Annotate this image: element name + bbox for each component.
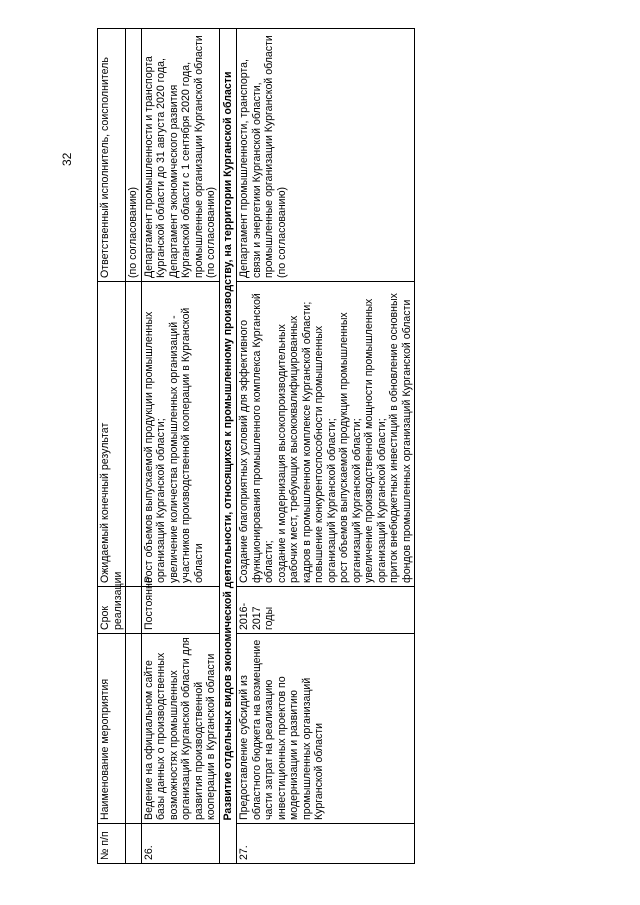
row27-period: 2016-2017 годы [237,587,415,634]
header-period: Срок реализации [98,587,126,634]
rotated-page-content [97,29,413,864]
row26-period: Постоянно [141,587,219,634]
header-executor: Ответственный исполнитель, соисполнитель [98,29,126,282]
header-result: Ожидаемый конечный результат [98,282,126,587]
row27-result [237,282,415,587]
row27-name: Предоставление субсидий из областного бюджета на возмещение части затрат на реализацию инвестиционных проектов по модернизации и развитию промышленных организаций Курганской области [237,634,415,824]
row26-executor-line: Департамент экономического развития Курганской области с 1 сентября 2020 года, [167,61,192,278]
row27-result-line: Создание благоприятных условий для эффективного функционирования промышленного комплекса Курганской области; [238,293,275,583]
row26-result-line: увеличение количества промышленных организаций - участников производственной кооперации в Курганской области [167,307,205,583]
table-row-27 [237,29,415,864]
row27-executor [237,29,415,282]
continuation-text: (по согласованию) [126,29,142,282]
measures-table [97,28,415,864]
row26-num: 26. [141,824,219,864]
row26-result-line: Рост объемов выпускаемой продукции промышленных организаций Курганской области; [142,311,167,583]
row27-executor-line: Департамент промышленности, транспорта, связи и энергетики Курганской области, [238,59,263,278]
row26-name: Ведение на официальном сайте базы данных о производственных возможностях промышленных организаций Курганской области для развития производственной кооперации в Курганской области [141,634,219,824]
section-title: Развитие отдельных видов экономической деятельности, относящихся к промышленному производству, на территории Курганской области [219,29,237,864]
section-row [219,29,237,864]
header-name: Наименование мероприятия [98,634,126,824]
row27-result-line: рост объемов выпускаемой продукции промышленных организаций Курганской области; [338,312,363,583]
row27-num: 27. [237,824,415,864]
table-header-row [98,29,126,864]
header-num: № п/п [98,824,126,864]
continuation-row [126,29,142,864]
page-number: 32 [60,152,74,166]
row26-executor-line: Департамент промышленности и транспорта Курганской области до 31 августа 2020 года, [142,56,167,278]
row26-executor-line: промышленные организации Курганской области [192,35,205,278]
row27-executor-line: (по согласованию) [275,186,288,278]
row27-result-line: создание и модернизация высокопроизводительных рабочих мест, требующих высококвалифицированных кадров в промышленном комплексе Курганской области; [275,301,313,583]
row26-result [141,282,219,587]
row27-executor-line: промышленные организации Курганской области [263,35,275,278]
row27-result-line: приток внебюджетных инвестиций в обновление основных фондов промышленных организаций Курганской области [388,293,413,583]
row26-executor-line: (по согласованию) [205,186,217,278]
row27-result-line: повышение конкурентоспособности промышленных организаций Курганской области; [313,325,338,583]
row26-executor [141,29,219,282]
table-row-26 [141,29,219,864]
row27-result-line: увеличение производственной мощности промышленных организаций Курганской области; [363,298,388,583]
